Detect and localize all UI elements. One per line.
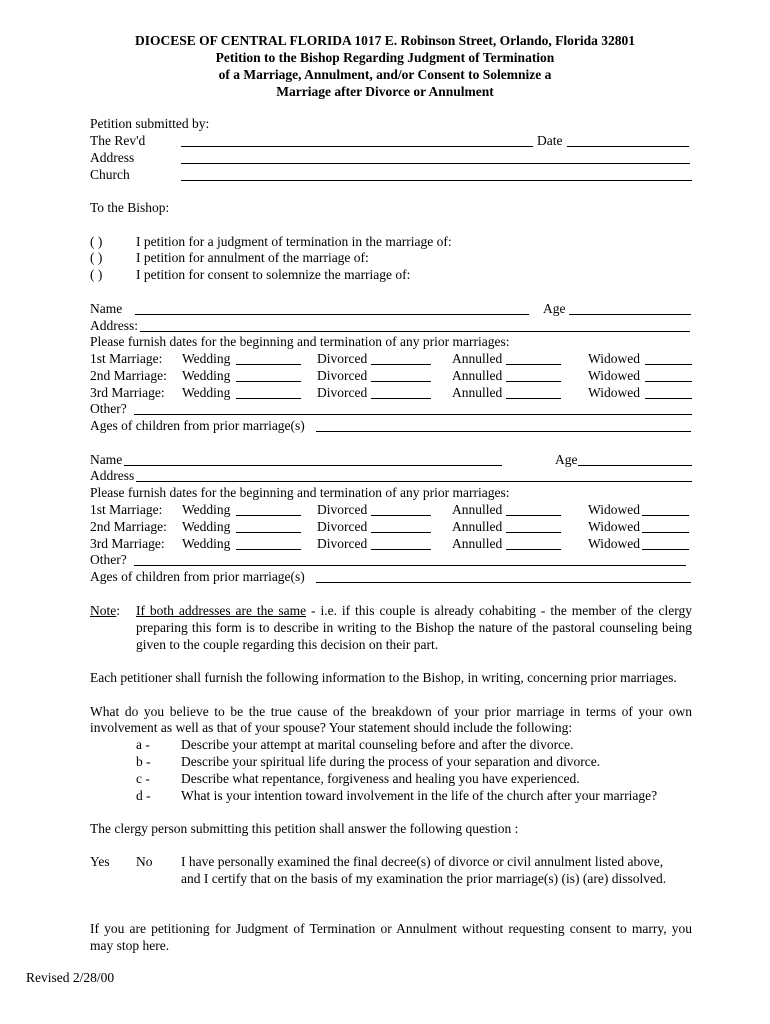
- stop-line-1: If you are petitioning for Judgment of Termination or Annulment without requesting consent to marry, you: [90, 921, 692, 936]
- note-line-2: preparing this form is to describe in writing to the Bishop the nature of the pastoral counseling being: [136, 620, 692, 635]
- certify-line-1: I have personally examined the final decree(s) of divorce or civil annulment listed above,: [181, 854, 664, 869]
- divorced-label: Divorced: [317, 502, 368, 517]
- revision-date: Revised 2/28/00: [26, 970, 115, 985]
- stop-line-2: may stop here.: [90, 938, 170, 953]
- children-label: Ages of children from prior marriage(s): [90, 418, 305, 433]
- submitted-by-label: Petition submitted by:: [90, 116, 210, 131]
- divorced-label: Divorced: [317, 519, 368, 534]
- certify-line-2: and I certify that on the basis of my examination the prior marriage(s) (is) (are) dissolved.: [181, 871, 667, 886]
- item-letter: d -: [136, 788, 151, 803]
- item-text: What is your intention toward involvement in the life of the church after your marriage?: [181, 788, 658, 803]
- divorced-label: Divorced: [317, 368, 368, 383]
- header-line-3: of a Marriage, Annulment, and/or Consent to Solemnize a: [218, 67, 552, 82]
- annulled-label: Annulled: [452, 536, 503, 551]
- name-field[interactable]: [124, 465, 502, 466]
- widowed-field[interactable]: [645, 398, 692, 399]
- widowed-label: Widowed: [588, 351, 640, 366]
- note-label: Note:: [90, 603, 121, 618]
- widowed-field[interactable]: [642, 515, 689, 516]
- children-label: Ages of children from prior marriage(s): [90, 569, 305, 584]
- divorced-label: Divorced: [317, 536, 368, 551]
- option-checkbox[interactable]: ( ): [90, 234, 103, 249]
- annulled-label: Annulled: [452, 519, 503, 534]
- name-label: Name: [90, 452, 123, 467]
- wedding-label: Wedding: [182, 536, 231, 551]
- children-field[interactable]: [316, 431, 691, 432]
- marriage-label: 3rd Marriage:: [90, 385, 165, 400]
- question-line-2: involvement as well as that of your spouse? Your statement should include the following:: [90, 720, 573, 735]
- age-field[interactable]: [578, 465, 692, 466]
- widowed-label: Widowed: [588, 385, 640, 400]
- age-field[interactable]: [569, 314, 691, 315]
- wedding-field[interactable]: [236, 381, 301, 382]
- address-label: Address: [90, 150, 135, 165]
- wedding-field[interactable]: [236, 515, 301, 516]
- widowed-label: Widowed: [588, 368, 640, 383]
- marriage-label: 1st Marriage:: [90, 502, 163, 517]
- wedding-label: Wedding: [182, 368, 231, 383]
- wedding-field[interactable]: [236, 398, 301, 399]
- wedding-field[interactable]: [236, 549, 301, 550]
- name-field[interactable]: [135, 314, 529, 315]
- date-field[interactable]: [567, 146, 689, 147]
- annulled-label: Annulled: [452, 385, 503, 400]
- date-label: Date: [537, 133, 563, 148]
- note-line-1: If both addresses are the same - i.e. if this couple is already cohabiting - the member of the clergy: [136, 603, 692, 618]
- other-label: Other?: [90, 552, 127, 567]
- no-option[interactable]: No: [136, 854, 153, 869]
- option-label: I petition for consent to solemnize the marriage of:: [136, 267, 411, 282]
- revd-label: The Rev'd: [90, 133, 146, 148]
- wedding-label: Wedding: [182, 502, 231, 517]
- item-text: Describe your spiritual life during the process of your separation and divorce.: [181, 754, 601, 769]
- furnish-label: Please furnish dates for the beginning and termination of any prior marriages:: [90, 334, 510, 349]
- widowed-field[interactable]: [642, 549, 689, 550]
- wedding-label: Wedding: [182, 351, 231, 366]
- age-label: Age: [543, 301, 566, 316]
- name-label: Name: [90, 301, 123, 316]
- annulled-label: Annulled: [452, 351, 503, 366]
- wedding-field[interactable]: [236, 364, 301, 365]
- church-label: Church: [90, 167, 130, 182]
- wedding-label: Wedding: [182, 519, 231, 534]
- age-label: Age: [555, 452, 578, 467]
- other-field[interactable]: [134, 565, 686, 566]
- option-label: I petition for annulment of the marriage of:: [136, 250, 369, 265]
- revd-field[interactable]: [181, 146, 533, 147]
- item-text: Describe what repentance, forgiveness and healing you have experienced.: [181, 771, 580, 786]
- divorced-label: Divorced: [317, 351, 368, 366]
- header-line-2: Petition to the Bishop Regarding Judgment of Termination: [215, 50, 555, 65]
- divorced-field[interactable]: [371, 549, 431, 550]
- yes-option[interactable]: Yes: [90, 854, 110, 869]
- divorced-field[interactable]: [371, 532, 431, 533]
- header-line-1: DIOCESE OF CENTRAL FLORIDA 1017 E. Robinson Street, Orlando, Florida 32801: [135, 33, 635, 48]
- other-field[interactable]: [134, 414, 692, 415]
- item-letter: b -: [136, 754, 151, 769]
- marriage-label: 3rd Marriage:: [90, 536, 165, 551]
- divorced-field[interactable]: [371, 515, 431, 516]
- option-checkbox[interactable]: ( ): [90, 250, 103, 265]
- widowed-field[interactable]: [645, 381, 692, 382]
- divorced-field[interactable]: [371, 381, 431, 382]
- widowed-label: Widowed: [588, 502, 640, 517]
- divorced-field[interactable]: [371, 398, 431, 399]
- widowed-label: Widowed: [588, 536, 640, 551]
- header-line-4: Marriage after Divorce or Annulment: [276, 84, 494, 99]
- divorced-field[interactable]: [371, 364, 431, 365]
- marriage-label: 2nd Marriage:: [90, 519, 167, 534]
- option-checkbox[interactable]: ( ): [90, 267, 103, 282]
- annulled-field[interactable]: [506, 532, 561, 533]
- widowed-label: Widowed: [588, 519, 640, 534]
- widowed-field[interactable]: [642, 532, 689, 533]
- submitter-address-field[interactable]: [181, 163, 690, 164]
- address-field[interactable]: [140, 331, 690, 332]
- furnish-label: Please furnish dates for the beginning and termination of any prior marriages:: [90, 485, 510, 500]
- widowed-field[interactable]: [645, 364, 692, 365]
- option-label: I petition for a judgment of termination in the marriage of:: [136, 234, 452, 249]
- address-label: Address:: [90, 318, 138, 333]
- other-label: Other?: [90, 401, 127, 416]
- question-line-1: What do you believe to be the true cause of the breakdown of your prior marriage in terms of your own: [90, 704, 692, 719]
- each-petitioner: Each petitioner shall furnish the following information to the Bishop, in writing, concerning prior marriages.: [90, 670, 677, 685]
- wedding-label: Wedding: [182, 385, 231, 400]
- annulled-field[interactable]: [506, 549, 561, 550]
- marriage-label: 1st Marriage:: [90, 351, 163, 366]
- to-bishop: To the Bishop:: [90, 200, 170, 215]
- marriage-label: 2nd Marriage:: [90, 368, 167, 383]
- annulled-field[interactable]: [506, 381, 561, 382]
- annulled-label: Annulled: [452, 368, 503, 383]
- wedding-field[interactable]: [236, 532, 301, 533]
- divorced-label: Divorced: [317, 385, 368, 400]
- clergy-question: The clergy person submitting this petition shall answer the following question :: [90, 821, 519, 836]
- address-field[interactable]: [136, 481, 692, 482]
- church-field[interactable]: [181, 180, 692, 181]
- children-field[interactable]: [316, 582, 691, 583]
- item-letter: a -: [136, 737, 150, 752]
- note-line-3: given to the couple regarding this decision on their part.: [136, 637, 439, 652]
- annulled-field[interactable]: [506, 364, 561, 365]
- item-letter: c -: [136, 771, 150, 786]
- annulled-label: Annulled: [452, 502, 503, 517]
- item-text: Describe your attempt at marital counseling before and after the divorce.: [181, 737, 574, 752]
- address-label: Address: [90, 468, 135, 483]
- annulled-field[interactable]: [506, 398, 561, 399]
- annulled-field[interactable]: [506, 515, 561, 516]
